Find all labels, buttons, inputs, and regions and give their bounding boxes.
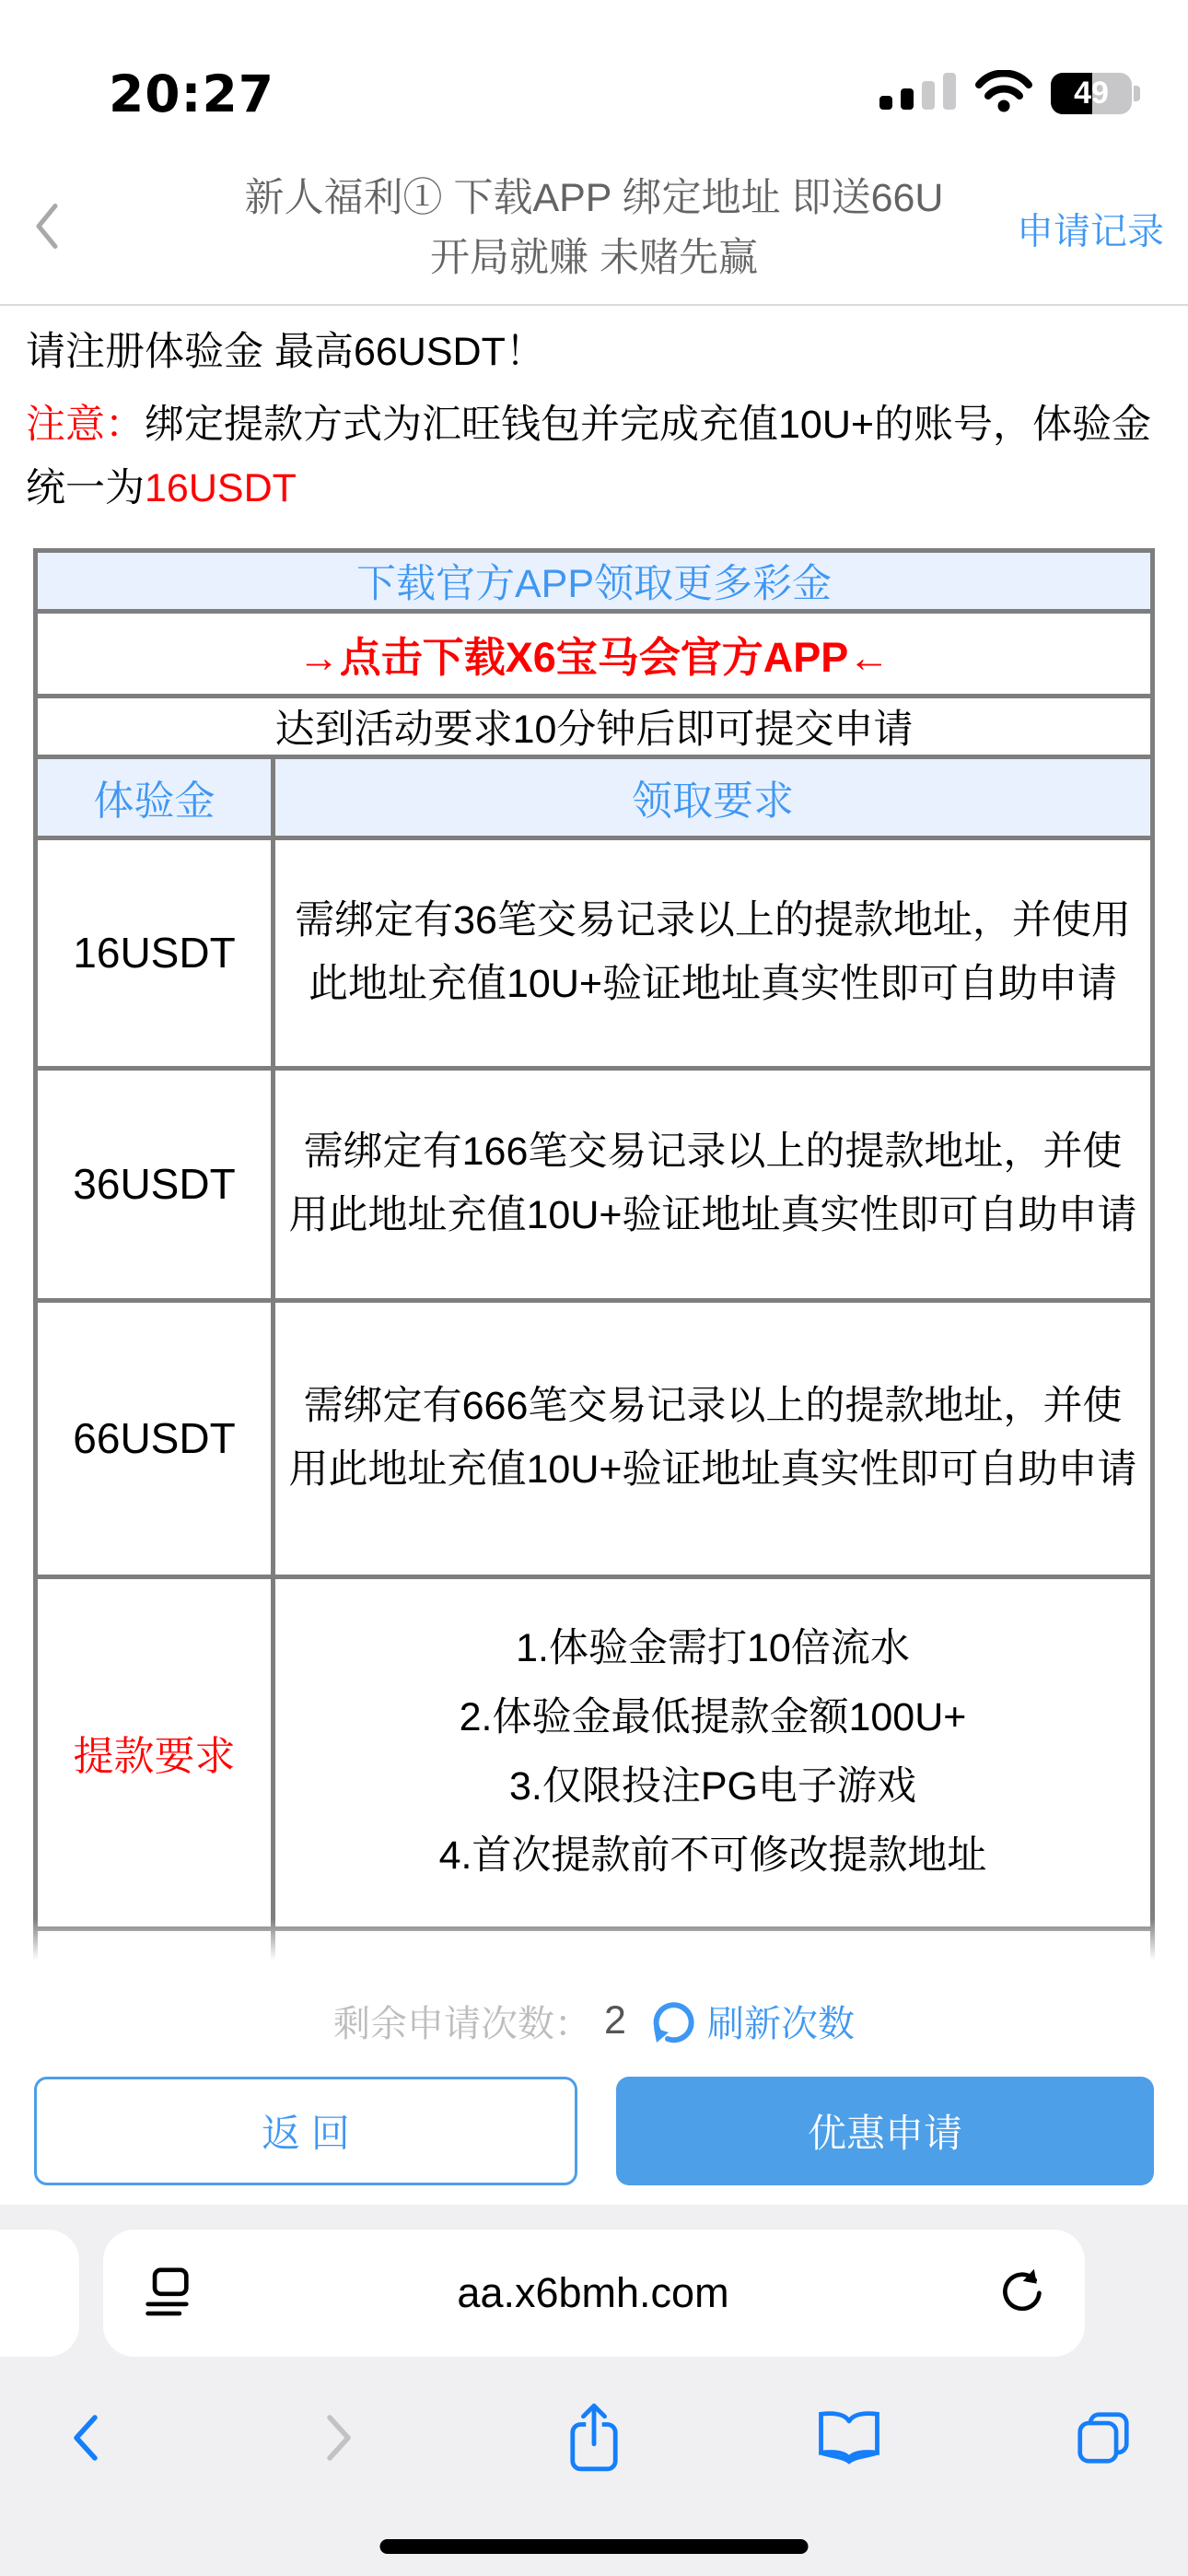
bonus-amount: 16USDT xyxy=(36,837,274,1068)
bonus-requirement: 需绑定有166笔交易记录以上的提款地址，并使用此地址充值10U+验证地址真实性即可自助申请 xyxy=(274,1068,1153,1300)
refresh-label[interactable]: 刷新次数 xyxy=(706,2004,855,2044)
withdraw-rule: 2.体验金最低提款金额100U+ xyxy=(459,1694,967,1739)
note-highlight: 16USDT xyxy=(145,465,297,510)
cellular-signal-icon xyxy=(879,73,957,114)
status-icons xyxy=(879,70,1140,117)
bonus-amount: 36USDT xyxy=(36,1068,274,1300)
table-row-banner xyxy=(36,550,1153,611)
content-fade xyxy=(0,1918,1188,1966)
safari-toolbar xyxy=(0,2399,1188,2476)
banner-cell: 下载官方APP领取更多彩金 xyxy=(36,550,1153,611)
download-app-link[interactable]: →点击下载X6宝马会官方APP← xyxy=(36,611,1153,696)
home-indicator[interactable] xyxy=(380,2539,809,2554)
table-header-row xyxy=(36,756,1153,837)
column-header-requirement: 领取要求 xyxy=(274,756,1153,837)
tabs-button[interactable] xyxy=(1066,2399,1140,2476)
safari-bottom-chrome xyxy=(0,2205,1188,2576)
bookmarks-button[interactable] xyxy=(812,2399,886,2476)
apply-records-link[interactable]: 申请记录 xyxy=(1017,211,1164,252)
intro-text: 请注册体验金 最高66USDT！ xyxy=(26,330,545,374)
table-row xyxy=(36,837,1153,1068)
clock: 20:27 xyxy=(109,64,275,123)
bonus-requirement: 需绑定有666笔交易记录以上的提款地址，并使用此地址充值10U+验证地址真实性即可自助申请 xyxy=(274,1300,1153,1576)
note-prefix: 注意： xyxy=(26,403,145,447)
withdraw-rules-label: 提款要求 xyxy=(36,1576,274,1928)
page-header xyxy=(0,152,1188,306)
withdraw-rule: 1.体验金需打10倍流水 xyxy=(516,1625,910,1670)
page-settings-icon[interactable] xyxy=(144,2266,190,2322)
remaining-label: 剩余申请次数： xyxy=(333,2004,592,2044)
remaining-count-row xyxy=(0,1965,1188,2047)
page-content xyxy=(0,306,1188,2010)
note-body: 绑定提款方式为汇旺钱包并完成充值10U+的账号，体验金统一为 xyxy=(26,403,1151,510)
battery-icon xyxy=(1051,73,1140,114)
action-panel xyxy=(0,1965,1188,2205)
url-row xyxy=(0,2230,1188,2357)
table-row-download-link[interactable] xyxy=(36,611,1153,696)
refresh-icon xyxy=(648,1997,696,2045)
chevron-right-icon xyxy=(326,2413,354,2463)
remaining-count: 2 xyxy=(604,1998,626,2043)
chevron-left-icon xyxy=(33,202,59,250)
table-row xyxy=(36,1300,1153,1576)
url-text[interactable]: aa.x6bmh.com xyxy=(457,2269,729,2316)
table-row-condition xyxy=(36,696,1153,756)
refresh-count-link[interactable] xyxy=(648,1995,855,2047)
return-button[interactable]: 返 回 xyxy=(34,2077,577,2185)
status-bar xyxy=(0,0,1188,152)
table-row xyxy=(36,1068,1153,1300)
book-icon xyxy=(812,2410,886,2465)
withdraw-rule: 3.仅限投注PG电子游戏 xyxy=(509,1764,916,1809)
chevron-left-icon xyxy=(71,2413,99,2463)
browser-back-button[interactable] xyxy=(48,2399,122,2476)
wifi-icon xyxy=(975,70,1032,117)
buttons-row xyxy=(0,2077,1188,2185)
browser-forward-button[interactable] xyxy=(303,2399,377,2476)
share-button[interactable] xyxy=(557,2399,631,2476)
reload-icon[interactable] xyxy=(996,2267,1044,2320)
previous-tab-peek[interactable] xyxy=(0,2230,79,2357)
condition-cell: 达到活动要求10分钟后即可提交申请 xyxy=(36,696,1153,756)
table-row-withdraw-rules xyxy=(36,1576,1153,1928)
battery-percent: 49 xyxy=(1074,76,1109,111)
withdraw-rules-list xyxy=(274,1576,1153,1928)
address-bar[interactable] xyxy=(103,2230,1085,2357)
promo-apply-button[interactable]: 优惠申请 xyxy=(616,2077,1154,2185)
page-title: 新人福利① 下载APP 绑定地址 即送66U 开局就赚 未赌先赢 xyxy=(244,176,944,280)
column-header-bonus: 体验金 xyxy=(36,756,274,837)
withdraw-rule: 4.首次提款前不可修改提款地址 xyxy=(438,1833,987,1879)
promo-table xyxy=(33,548,1155,2010)
note-text xyxy=(26,393,1162,521)
bonus-requirement: 需绑定有36笔交易记录以上的提款地址，并使用此地址充值10U+验证地址真实性即可自助申请 xyxy=(274,837,1153,1068)
share-icon xyxy=(567,2401,621,2475)
back-button[interactable] xyxy=(33,202,59,254)
bonus-amount: 66USDT xyxy=(36,1300,274,1576)
tabs-icon xyxy=(1077,2411,1130,2465)
